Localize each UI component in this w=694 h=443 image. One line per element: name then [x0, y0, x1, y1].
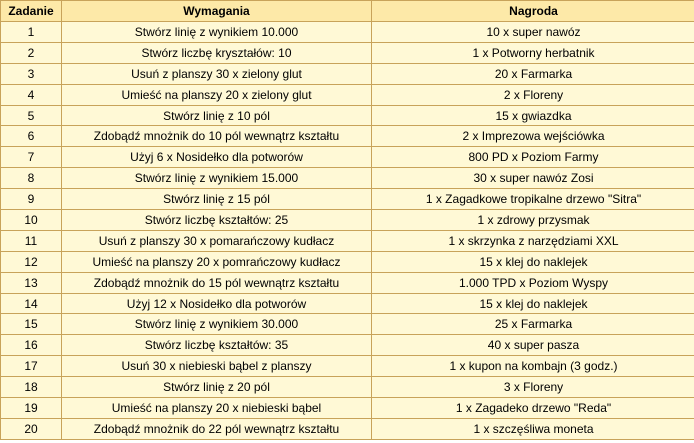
table-row — [1, 147, 694, 168]
header-requirements: Wymagania — [62, 1, 372, 22]
requirement-cell: Stwórz liczbę kształtów: 25 — [62, 210, 372, 231]
task-number-cell: 13 — [1, 272, 62, 293]
table-row — [1, 210, 694, 231]
reward-cell: 1 x skrzynka z narzędziami XXL — [372, 230, 694, 251]
requirement-cell: Stwórz linię z 20 pól — [62, 377, 372, 398]
table-header — [1, 1, 694, 22]
table-row — [1, 377, 694, 398]
requirement-cell: Użyj 12 x Nosidełko dla potworów — [62, 293, 372, 314]
reward-cell: 10 x super nawóz — [372, 22, 694, 43]
task-number-cell: 10 — [1, 210, 62, 231]
reward-cell: 1 x Potworny herbatnik — [372, 42, 694, 63]
header-row — [1, 1, 694, 22]
task-number-cell: 14 — [1, 293, 62, 314]
requirement-cell: Umieść na planszy 20 x niebieski bąbel — [62, 398, 372, 419]
table-row — [1, 168, 694, 189]
header-task: Zadanie — [1, 1, 62, 22]
requirement-cell: Usuń z planszy 30 x zielony glut — [62, 63, 372, 84]
reward-cell: 40 x super pasza — [372, 335, 694, 356]
reward-cell: 2 x Imprezowa wejściówka — [372, 126, 694, 147]
reward-cell: 1 x Zagadkowe tropikalne drzewo "Sitra" — [372, 189, 694, 210]
task-number-cell: 1 — [1, 22, 62, 43]
task-number-cell: 16 — [1, 335, 62, 356]
task-number-cell: 8 — [1, 168, 62, 189]
table-row — [1, 314, 694, 335]
reward-cell: 1 x zdrowy przysmak — [372, 210, 694, 231]
requirement-cell: Stwórz linię z wynikiem 10.000 — [62, 22, 372, 43]
requirement-cell: Umieść na planszy 20 x zielony glut — [62, 84, 372, 105]
reward-cell: 30 x super nawóz Zosi — [372, 168, 694, 189]
requirement-cell: Zdobądź mnożnik do 15 pól wewnątrz kształtu — [62, 272, 372, 293]
reward-cell: 1 x Zagadeko drzewo "Reda" — [372, 398, 694, 419]
reward-cell: 3 x Floreny — [372, 377, 694, 398]
reward-cell: 15 x gwiazdka — [372, 105, 694, 126]
reward-cell: 1 x szczęśliwa moneta — [372, 418, 694, 439]
reward-cell: 2 x Floreny — [372, 84, 694, 105]
requirement-cell: Stwórz linię z wynikiem 15.000 — [62, 168, 372, 189]
requirement-cell: Stwórz liczbę kryształów: 10 — [62, 42, 372, 63]
table-row — [1, 230, 694, 251]
table-row — [1, 398, 694, 419]
table-row — [1, 105, 694, 126]
table-row — [1, 418, 694, 439]
table-row — [1, 251, 694, 272]
requirement-cell: Umieść na planszy 20 x pomrańczowy kudłacz — [62, 251, 372, 272]
task-number-cell: 3 — [1, 63, 62, 84]
table-row — [1, 335, 694, 356]
reward-cell: 800 PD x Poziom Farmy — [372, 147, 694, 168]
table-row — [1, 22, 694, 43]
requirement-cell: Usuń 30 x niebieski bąbel z planszy — [62, 356, 372, 377]
task-number-cell: 9 — [1, 189, 62, 210]
reward-cell: 1.000 TPD x Poziom Wyspy — [372, 272, 694, 293]
header-reward: Nagroda — [372, 1, 694, 22]
requirement-cell: Stwórz linię z 15 pól — [62, 189, 372, 210]
table-row — [1, 84, 694, 105]
task-number-cell: 19 — [1, 398, 62, 419]
table-row — [1, 293, 694, 314]
task-number-cell: 4 — [1, 84, 62, 105]
task-number-cell: 15 — [1, 314, 62, 335]
task-number-cell: 18 — [1, 377, 62, 398]
requirement-cell: Stwórz linię z 10 pól — [62, 105, 372, 126]
task-number-cell: 20 — [1, 418, 62, 439]
requirement-cell: Zdobądź mnożnik do 22 pól wewnątrz kształtu — [62, 418, 372, 439]
task-number-cell: 6 — [1, 126, 62, 147]
task-number-cell: 11 — [1, 230, 62, 251]
requirement-cell: Stwórz linię z wynikiem 30.000 — [62, 314, 372, 335]
table-body — [1, 22, 694, 440]
table-row — [1, 126, 694, 147]
reward-cell: 25 x Farmarka — [372, 314, 694, 335]
table-row — [1, 356, 694, 377]
table-row — [1, 42, 694, 63]
task-number-cell: 5 — [1, 105, 62, 126]
task-number-cell: 2 — [1, 42, 62, 63]
reward-cell: 15 x klej do naklejek — [372, 251, 694, 272]
requirement-cell: Użyj 6 x Nosidełko dla potworów — [62, 147, 372, 168]
requirement-cell: Zdobądź mnożnik do 10 pól wewnątrz kształtu — [62, 126, 372, 147]
table-row — [1, 272, 694, 293]
reward-cell: 15 x klej do naklejek — [372, 293, 694, 314]
requirement-cell: Usuń z planszy 30 x pomarańczowy kudłacz — [62, 230, 372, 251]
task-number-cell: 7 — [1, 147, 62, 168]
task-number-cell: 12 — [1, 251, 62, 272]
table-row — [1, 63, 694, 84]
requirement-cell: Stwórz liczbę kształtów: 35 — [62, 335, 372, 356]
table-row — [1, 189, 694, 210]
task-number-cell: 17 — [1, 356, 62, 377]
reward-cell: 20 x Farmarka — [372, 63, 694, 84]
reward-cell: 1 x kupon na kombajn (3 godz.) — [372, 356, 694, 377]
